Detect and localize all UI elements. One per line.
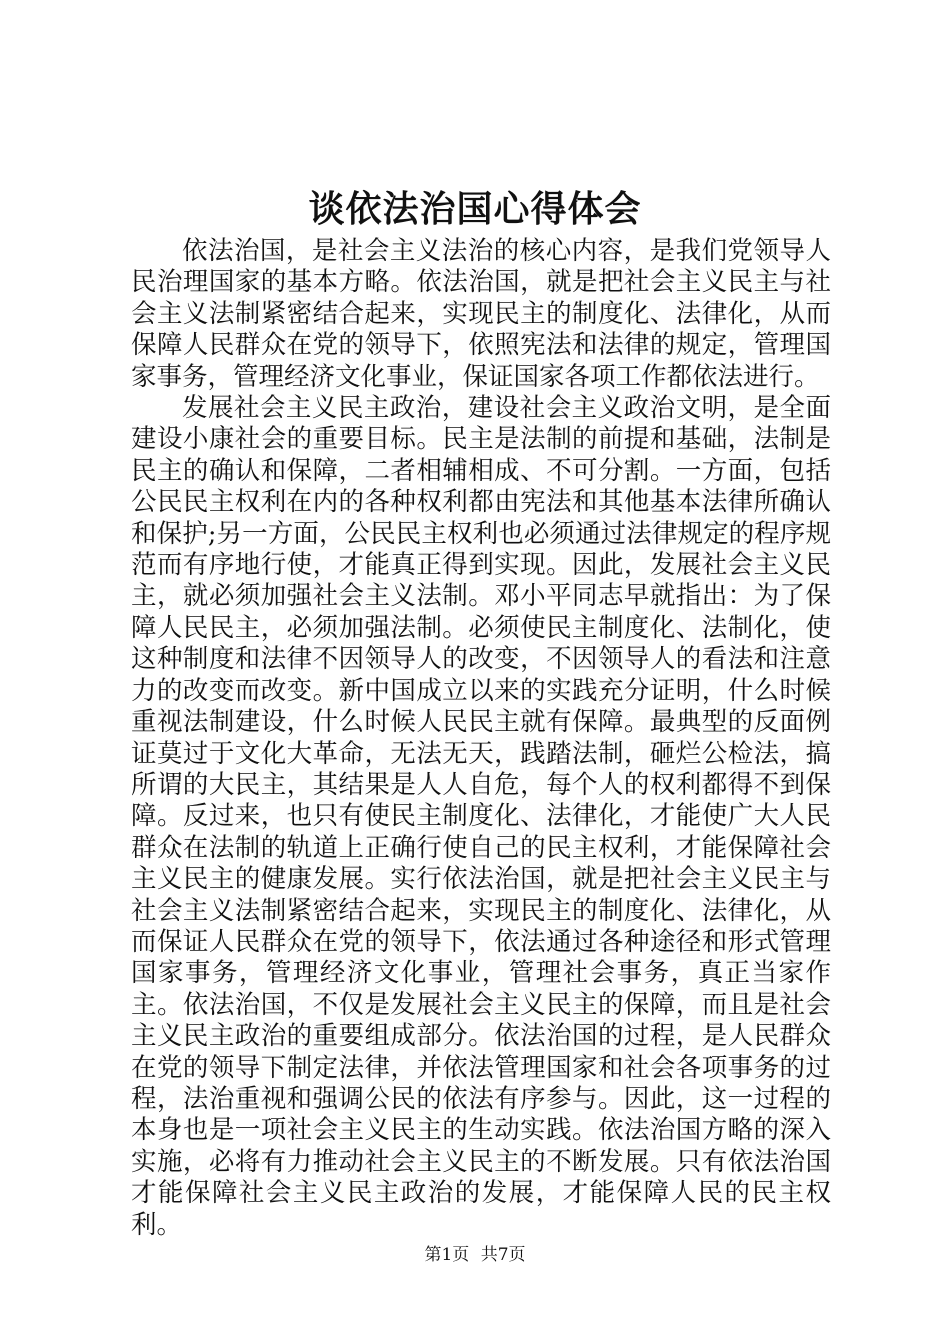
document-title: 谈依法治国心得体会	[308, 188, 642, 230]
page-number: 第1页	[424, 1245, 470, 1265]
document-body	[131, 236, 831, 1241]
paragraph-2: 发展社会主义民主政治，建设社会主义政治文明，是全面建设小康社会的重要目标。民主是法制的前提和基础，法制是民主的确认和保障，二者相辅相成、不可分割。一方面，包括公民民主权利在内的各种权利都由宪法和其他基本法律所确认和保护;另一方面，公民民主权利也必须通过法律规定的程序规范而有序地行使，才能真正得到实现。因此，发展社会主义民主，就必须加强社会主义法制。邓小平同志早就指出：为了保障人民民主，必须加强法制。必须使民主制度化、法制化，使这种制度和法律不因领导人的改变，不因领导人的看法和注意力的改变而改变。新中国成立以来的实践充分证明，什么时候重视法制建设，什么时候人民民主就有保障。最典型的反面例证莫过于文化大革命，无法无天，践踏法制，砸烂公检法，搞所谓的大民主，其结果是人人自危，每个人的权利都得不到保障。反过来，也只有使民主制度化、法律化，才能使广大人民群众在法制的轨道上正确行使自己的民主权利，才能保障社会主义民主的健康发展。实行依法治国，就是把社会主义民主与社会主义法制紧密结合起来，实现民主的制度化、法律化，从而保证人民群众在党的领导下，依法通过各种途径和形式管理国家事务，管理经济文化事业，管理社会事务，真正当家作主。依法治国，不仅是发展社会主义民主的保障，而且是社会主义民主政治的重要组成部分。依法治国的过程，是人民群众在党的领导下制定法律，并依法管理国家和社会各项事务的过程，法治重视和强调公民的依法有序参与。因此，这一过程的本身也是一项社会主义民主的生动实践。依法治国方略的深入实施，必将有力推动社会主义民主的不断发展。只有依法治国才能保障社会主义民主政治的发展，才能保障人民的民主权利。	[131, 393, 831, 1240]
page-footer	[0, 1243, 950, 1267]
page-total: 共7页	[480, 1245, 526, 1265]
paragraph-1: 依法治国，是社会主义法治的核心内容，是我们党领导人民治理国家的基本方略。依法治国，就是把社会主义民主与社会主义法制紧密结合起来，实现民主的制度化、法律化，从而保障人民群众在党的领导下，依照宪法和法律的规定，管理国家事务，管理经济文化事业，保证国家各项工作都依法进行。	[131, 236, 831, 392]
